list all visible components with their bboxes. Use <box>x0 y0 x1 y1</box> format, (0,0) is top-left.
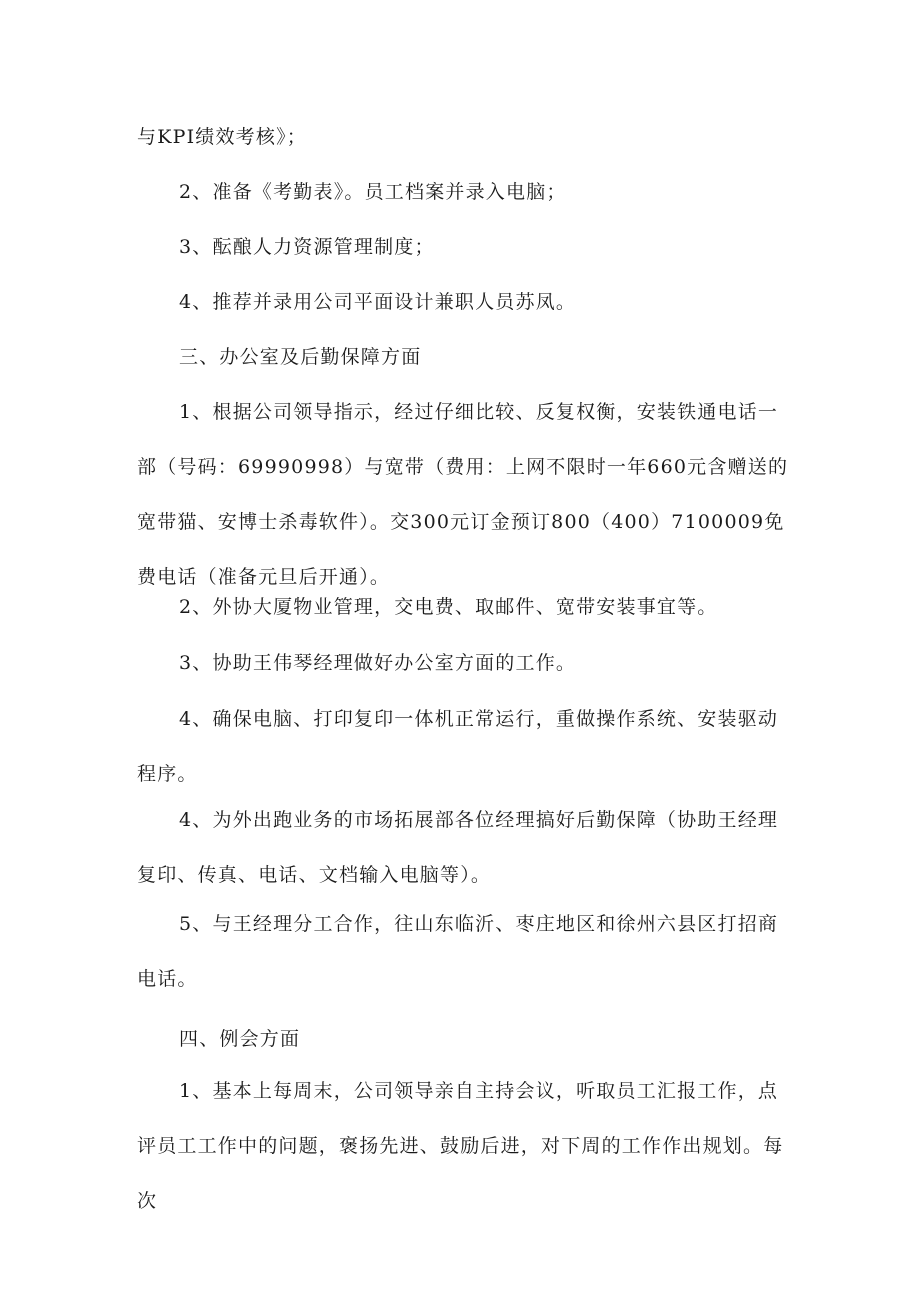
paragraph-office-4b: 4、为外出跑业务的市场拓展部各位经理搞好后勤保障（协助王经理复印、传真、电话、文档输入电脑等）。 <box>137 809 779 886</box>
paragraph-meeting-1: 1、基本上每周末，公司领导亲自主持会议，听取员工汇报工作，点评员工工作中的问题，褒扬先进、鼓励后进，对下周的工作作出规划。每次 <box>137 1080 784 1212</box>
paragraph-item-4: 4、推荐并录用公司平面设计兼职人员苏凤。 <box>179 291 577 313</box>
paragraph-office-4: 4、确保电脑、打印复印一体机正常运行，重做操作系统、安装驱动程序。 <box>137 708 779 785</box>
paragraph-item-3: 3、酝酿人力资源管理制度； <box>179 236 435 258</box>
paragraph-item-2: 2、准备《考勤表》。员工档案并录入电脑； <box>179 181 567 203</box>
paragraph-office-5: 5、与王经理分工合作，往山东临沂、枣庄地区和徐州六县区打招商电话。 <box>137 913 779 990</box>
paragraph-office-3: 3、协助王伟琴经理做好办公室方面的工作。 <box>179 652 577 674</box>
paragraph-continuation: 与KPI绩效考核》； <box>137 126 307 148</box>
section-heading-meeting: 四、例会方面 <box>179 1028 301 1050</box>
section-heading-office: 三、办公室及后勤保障方面 <box>179 346 422 368</box>
paragraph-office-1: 1、根据公司领导指示，经过仔细比较、反复权衡，安装铁通电话一部（号码：69990998）与宽带（费用：上网不限时一年660元含赠送的宽带猫、安博士杀毒软件）。交300元订金预订800（400）7100009免费电话（准备元旦后开通）。 <box>137 401 789 588</box>
paragraph-office-2: 2、外协大厦物业管理，交电费、取邮件、宽带安装事宜等。 <box>179 596 718 618</box>
